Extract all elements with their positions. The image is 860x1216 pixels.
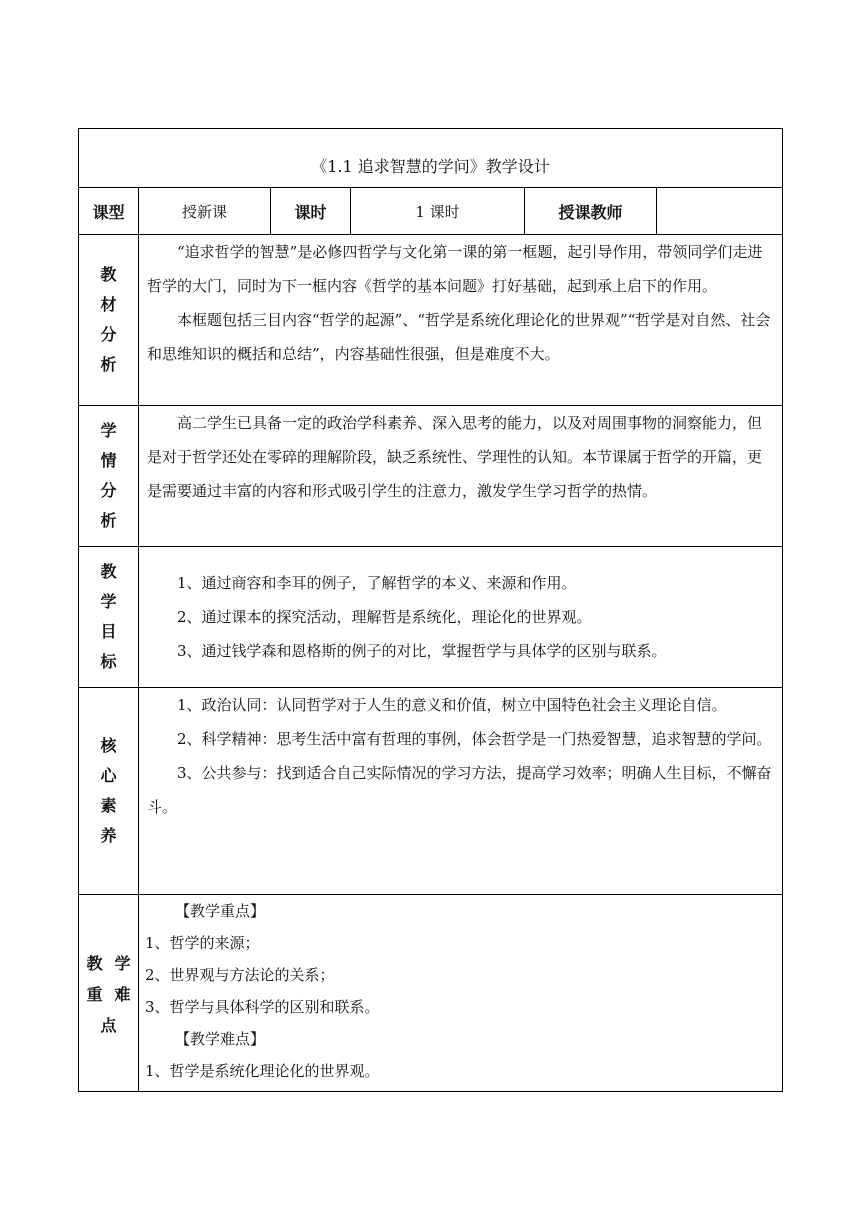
key-points-content xyxy=(139,895,783,1092)
core-literacy-row xyxy=(79,688,783,895)
focus-item: 3、哲学与具体科学的区别和联系。 xyxy=(145,998,380,1016)
key-points-row xyxy=(79,895,783,1092)
hours-label: 课时 xyxy=(271,188,351,235)
type-label: 课型 xyxy=(79,188,139,235)
focus-item: 1、哲学的来源； xyxy=(145,934,260,952)
teaching-goals-label: 教 学 目 标 xyxy=(79,547,139,688)
textbook-analysis-content xyxy=(139,235,783,406)
header-row xyxy=(79,188,783,235)
lesson-plan-page xyxy=(78,128,782,1092)
hours-value: 1 课时 xyxy=(351,188,525,235)
literacy-item: 2、科学精神：思考生活中富有哲理的事例，体会哲学是一门热爱智慧，追求智慧的学问。 xyxy=(177,730,772,748)
difficulty-title: 【教学难点】 xyxy=(175,1030,266,1048)
teacher-label: 授课教师 xyxy=(525,188,657,235)
teaching-goals-row xyxy=(79,547,783,688)
key-points-label: 教 学 重 难 点 xyxy=(79,895,139,1092)
focus-title: 【教学重点】 xyxy=(175,902,266,920)
type-value: 授新课 xyxy=(139,188,271,235)
goal-item: 1、通过商容和李耳的例子，了解哲学的本义、来源和作用。 xyxy=(177,574,577,592)
lesson-plan-table xyxy=(78,128,783,1092)
goal-item: 3、通过钱学森和恩格斯的例子的对比，掌握哲学与具体学的区别与联系。 xyxy=(177,642,667,660)
paragraph: 本框题包括三目内容“哲学的起源”、“哲学是系统化理论化的世界观”“哲学是对自然、社会和思维知识的概括和总结”，内容基础性很强，但是难度不大。 xyxy=(147,311,771,363)
textbook-analysis-label: 教 材 分 析 xyxy=(79,235,139,406)
goal-item: 2、通过课本的探究活动，理解哲是系统化，理论化的世界观。 xyxy=(177,608,592,626)
teaching-goals-content xyxy=(139,547,783,688)
core-literacy-content xyxy=(139,688,783,895)
paragraph: “追求哲学的智慧”是必修四哲学与文化第一课的第一框题，起引导作用，带领同学们走进哲学的大门，同时为下一框内容《哲学的基本问题》打好基础，起到承上启下的作用。 xyxy=(147,243,763,295)
difficulty-item: 1、哲学是系统化理论化的世界观。 xyxy=(145,1062,380,1080)
page-title: 《1.1 追求智慧的学问》教学设计 xyxy=(311,156,550,176)
core-literacy-label: 核 心 素 养 xyxy=(79,688,139,895)
student-analysis-label: 学 情 分 析 xyxy=(79,406,139,547)
textbook-analysis-row xyxy=(79,235,783,406)
teacher-value xyxy=(657,188,783,235)
literacy-item: 3、公共参与：找到适合自己实际情况的学习方法，提高学习效率；明确人生目标，不懈奋斗。 xyxy=(147,764,772,816)
focus-item: 2、世界观与方法论的关系； xyxy=(145,966,335,984)
student-analysis-row xyxy=(79,406,783,547)
title-cell xyxy=(79,129,783,188)
paragraph: 高二学生已具备一定的政治学科素养、深入思考的能力，以及对周围事物的洞察能力，但是对于哲学还处在零碎的理解阶段，缺乏系统性、学理性的认知。本节课属于哲学的开篇，更是需要通过丰富的内容和形式吸引学生的注意力，激发学生学习哲学的热情。 xyxy=(147,414,763,500)
literacy-item: 1、政治认同：认同哲学对于人生的意义和价值，树立中国特色社会主义理论自信。 xyxy=(177,696,727,714)
student-analysis-content xyxy=(139,406,783,547)
